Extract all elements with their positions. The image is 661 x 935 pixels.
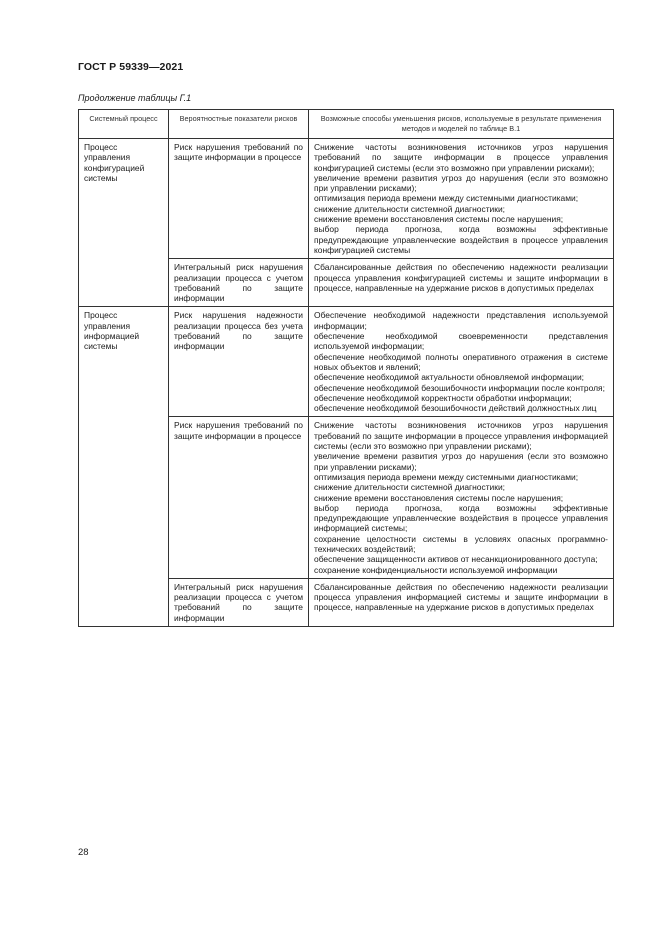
header-risk-reduction-methods: Возможные способы уменьшения рисков, используемые в результате применения методов и моделей по таблице В.1 xyxy=(309,110,614,139)
measure-item: обеспечение защищенности активов от несанкционированного доступа; xyxy=(314,554,598,565)
indicator-cell: Риск нарушения требований по защите информации в процессе xyxy=(169,417,309,578)
measure-item: обеспечение необходимой полноты оперативного отражения в системе новых объектов и явлений; xyxy=(314,351,608,372)
measure-item: Снижение частоты возникновения источников угроз нарушения требований по защите информации в процессе управления информацией системы (если это возможно при управлении рисками); xyxy=(314,420,608,452)
indicator-cell: Интегральный риск нарушения реализации процесса с учетом требований по защите информации xyxy=(169,259,309,307)
measure-item: сохранение конфиденциальности используемой информации xyxy=(314,564,558,575)
measure-item: снижение времени восстановления системы после нарушения; xyxy=(314,214,564,225)
measure-item: Снижение частоты возникновения источников угроз нарушения требований по защите информации в процессе управления конфигурацией системы (если это возможно при управлении рисками); xyxy=(314,142,608,173)
measure-item: снижение длительности системной диагностики; xyxy=(314,203,506,214)
page-number: 28 xyxy=(78,847,89,858)
table-row xyxy=(79,307,614,417)
header-risk-indicators: Вероятностные показатели рисков xyxy=(169,110,309,139)
measure-item: оптимизация периода времени между системными диагностиками; xyxy=(314,193,579,204)
measure-item: обеспечение необходимой безошибочности информации после контроля; xyxy=(314,382,605,393)
indicator-cell: Интегральный риск нарушения реализации процесса с учетом требований по защите информации xyxy=(169,578,309,626)
measure-item: снижение длительности системной диагностики; xyxy=(314,482,506,493)
measures-cell xyxy=(309,578,614,626)
header-system-process: Системный процесс xyxy=(79,110,169,139)
measure-item: Сбалансированные действия по обеспечению надежности реализации процесса управления информацией системы и защите информации в процессе, направленные на удержание рисков в допустимых пределах xyxy=(314,581,608,613)
process-cell: Процесс управления конфигурацией системы xyxy=(79,139,169,307)
process-cell: Процесс управления информацией системы xyxy=(79,307,169,627)
measure-item: Обеспечение необходимой надежности представления используемой информации; xyxy=(314,310,608,331)
measure-item: обеспечение необходимой своевременности представления используемой информации; xyxy=(314,331,608,352)
measure-item: сохранение целостности системы в условиях опасных программно-технических воздействий; xyxy=(314,533,608,554)
standard-header: ГОСТ Р 59339—2021 xyxy=(78,61,184,73)
measure-item: обеспечение необходимой безошибочности действий должностных лиц xyxy=(314,403,597,414)
measures-cell xyxy=(309,307,614,417)
table-caption: Продолжение таблицы Г.1 xyxy=(78,93,192,103)
measure-item: обеспечение необходимой актуальности обновляемой информации; xyxy=(314,372,584,383)
risk-table xyxy=(78,109,614,627)
measures-cell xyxy=(309,259,614,307)
table-row xyxy=(79,139,614,259)
measure-item: Сбалансированные действия по обеспечению надежности реализации процесса управления конфигурацией системы и защите информации в процессе, направленные на удержание рисков в допустимых пределах xyxy=(314,262,608,293)
measures-cell xyxy=(309,139,614,259)
measure-item: выбор периода прогноза, когда возможны эффективные предупреждающие управленческие воздействия в процессе управления информацией системы; xyxy=(314,502,608,534)
table-header-row xyxy=(79,110,614,139)
measure-item: выбор периода прогноза, когда возможны эффективные предупреждающие управленческие воздействия в процессе управления конфигурацией системы xyxy=(314,224,608,255)
measure-item: увеличение времени развития угроз до нарушения (если это возможно при управлении рисками); xyxy=(314,451,608,472)
indicator-cell: Риск нарушения требований по защите информации в процессе xyxy=(169,139,309,259)
measure-item: увеличение времени развития угроз до нарушения (если это возможно при управлении рисками); xyxy=(314,172,608,194)
measures-cell xyxy=(309,417,614,578)
measure-item: оптимизация периода времени между системными диагностиками; xyxy=(314,471,579,482)
indicator-cell: Риск нарушения надежности реализации процесса без учета требований по защите информации xyxy=(169,307,309,417)
measure-item: обеспечение необходимой корректности обработки информации; xyxy=(314,392,572,403)
measure-item: снижение времени восстановления системы после нарушения; xyxy=(314,492,564,503)
